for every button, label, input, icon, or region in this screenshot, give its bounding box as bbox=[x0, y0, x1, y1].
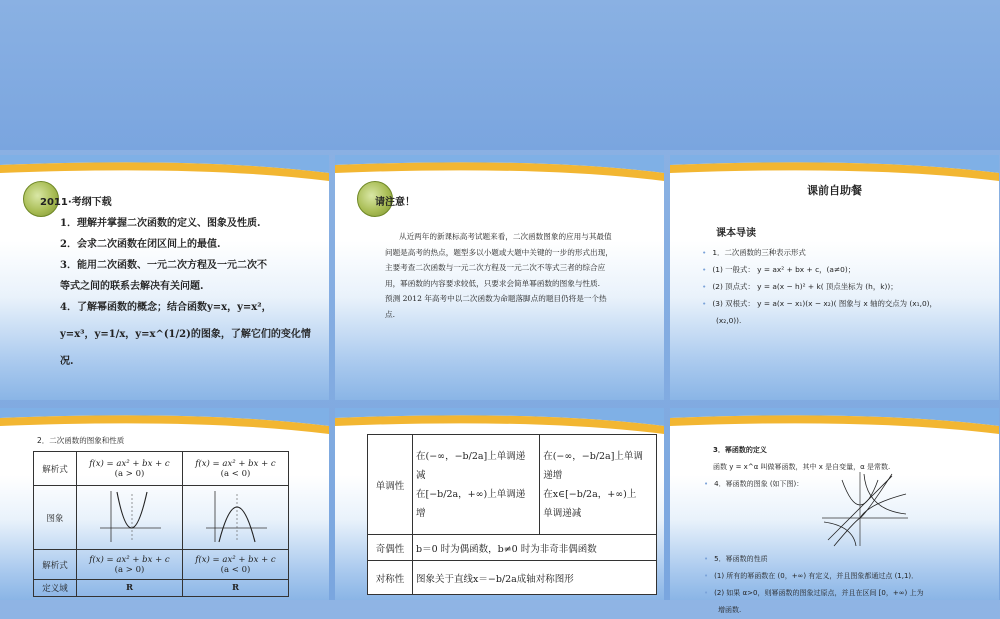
formula-cell: f(x) = ax² + bx + c (a > 0) bbox=[77, 452, 183, 486]
row-label: 解析式 bbox=[34, 452, 77, 486]
slide6-item: • 4．幂函数的图象 (如下图)： bbox=[704, 480, 804, 488]
bullet-icon: • bbox=[702, 265, 707, 274]
slide3-item: • (2) 顶点式： y = a(x − h)² + k( 顶点坐标为 (h，k))； bbox=[702, 282, 898, 291]
slide1-item: 2．会求二次函数在闭区间上的最值. bbox=[60, 239, 221, 250]
row-label: 单调性 bbox=[368, 435, 413, 535]
slide2-line: 预测 2012 年高考中以二次函数为命题落脚点的题目仍将是一个热 bbox=[385, 294, 607, 303]
formula-cell: f(x) = ax² + bx + c (a > 0) bbox=[77, 550, 183, 580]
slide1-item: 3．能用二次函数、一元二次方程及一元二次不 bbox=[60, 260, 267, 271]
slide-thumbnail-3[interactable] bbox=[670, 155, 999, 400]
bullet-icon: • bbox=[702, 299, 707, 308]
slide2-line: 主要考查二次函数与一元二次方程及一元二次不等式三者的综合应 bbox=[385, 263, 606, 272]
slide1-heading: 2011·考纲下载 bbox=[40, 197, 112, 208]
bullet-icon: • bbox=[704, 572, 709, 580]
slide3-item: • 1．二次函数的三种表示形式 bbox=[702, 248, 806, 257]
properties-table bbox=[367, 434, 657, 595]
slide-swoosh bbox=[670, 408, 999, 442]
domain-cell: R bbox=[183, 580, 289, 597]
slide6-item: • 5．幂函数的性质 bbox=[704, 555, 768, 563]
downward-parabola-graph bbox=[201, 488, 271, 544]
domain-cell: R bbox=[77, 580, 183, 597]
row-label: 奇偶性 bbox=[368, 535, 413, 561]
slide4-title: 2．二次函数的图象和性质 bbox=[37, 436, 125, 445]
slide6-item: • (1) 所有的幂函数在 (0，+∞) 有定义，并且图象都通过点 (1,1)． bbox=[704, 572, 919, 580]
monotonic-left: 在(−∞，−b/2a]上单调递 减 在[−b/2a，+∞)上单调递 增 bbox=[413, 435, 540, 535]
formula-cell: f(x) = ax² + bx + c (a < 0) bbox=[183, 550, 289, 580]
monotonic-right: 在(−∞，−b/2a]上单调 递增 在x∈[−b/2a，+∞)上 单调递减 bbox=[540, 435, 657, 535]
slide2-line: 点. bbox=[385, 309, 396, 319]
slide-thumbnail-1[interactable] bbox=[0, 155, 329, 400]
bullet-icon: • bbox=[702, 282, 707, 291]
slide2-line: 用，幂函数的内容要求较低，只要求会简单幂函数的图象与性质. bbox=[385, 278, 601, 288]
slide3-item: (x₂,0)). bbox=[716, 316, 742, 325]
formula-cell: f(x) = ax² + bx + c (a < 0) bbox=[183, 452, 289, 486]
slide3-title: 课前自助餐 bbox=[807, 184, 862, 197]
slide6-item: 3．幂函数的定义 bbox=[713, 446, 767, 454]
bullet-icon: • bbox=[702, 248, 707, 257]
slide2-line: 从近两年的新课标高考试题来看，二次函数图象的应用与其最值 bbox=[399, 232, 612, 241]
bullet-icon: • bbox=[704, 555, 709, 563]
slide2-heading: 请注意！ bbox=[375, 197, 415, 208]
row-label: 图象 bbox=[34, 486, 77, 550]
slide6-item: 增函数. bbox=[718, 606, 742, 614]
slide3-list bbox=[702, 244, 994, 329]
slide1-item: y=x³，y=1/x，y=x^(1/2)的图象，了解它们的变化情 bbox=[60, 329, 311, 340]
slide1-item: 4．了解幂函数的概念；结合函数y=x，y=x²， bbox=[60, 302, 272, 313]
slide6-item: • (2) 如果 α>0，则幂函数的图象过原点，并且在区间 [0，+∞) 上为 bbox=[704, 589, 924, 597]
bullet-icon: • bbox=[704, 589, 709, 597]
row-label: 解析式 bbox=[34, 550, 77, 580]
symmetry-cell: 图象关于直线x＝−b/2a成轴对称图形 bbox=[413, 561, 657, 595]
slide2-paragraph bbox=[385, 229, 655, 322]
slide-thumbnail-5[interactable] bbox=[335, 408, 664, 600]
top-banner bbox=[0, 0, 1000, 150]
slide3-item: • (1) 一般式： y = ax² + bx + c，(a≠0)； bbox=[702, 265, 856, 274]
slide6-item: 函数 y = x^α 叫做幂函数，其中 x 是自变量，α 是常数. bbox=[713, 463, 891, 471]
slide1-item: 等式之间的联系去解决有关问题. bbox=[60, 281, 204, 292]
power-functions-graph bbox=[820, 470, 910, 548]
row-label: 对称性 bbox=[368, 561, 413, 595]
row-label: 定义域 bbox=[34, 580, 77, 597]
slide1-item: 况. bbox=[60, 356, 74, 367]
bullet-icon: • bbox=[704, 480, 709, 488]
quadratic-table bbox=[33, 451, 289, 597]
parity-cell: b＝0 时为偶函数，b≠0 时为非奇非偶函数 bbox=[413, 535, 657, 561]
slide1-item: 1．理解并掌握二次函数的定义、图象及性质. bbox=[60, 218, 261, 229]
slide3-subtitle: 课本导读 bbox=[716, 228, 756, 239]
upward-parabola-graph bbox=[95, 488, 165, 544]
slide-thumbnail-2[interactable] bbox=[335, 155, 664, 400]
slide1-list bbox=[60, 213, 311, 372]
slide2-line: 问题是高考的热点，题型多以小题或大题中关键的一步的形式出现， bbox=[385, 247, 613, 257]
graph-cell bbox=[183, 486, 289, 550]
graph-cell bbox=[77, 486, 183, 550]
slide3-item: • (3) 双根式： y = a(x − x₁)(x − x₂)( 图象与 x 轴的交点为 (x₁,0)， bbox=[702, 299, 937, 308]
slide-thumbnail-6[interactable] bbox=[670, 408, 999, 614]
slide-thumbnail-4[interactable] bbox=[0, 408, 329, 600]
